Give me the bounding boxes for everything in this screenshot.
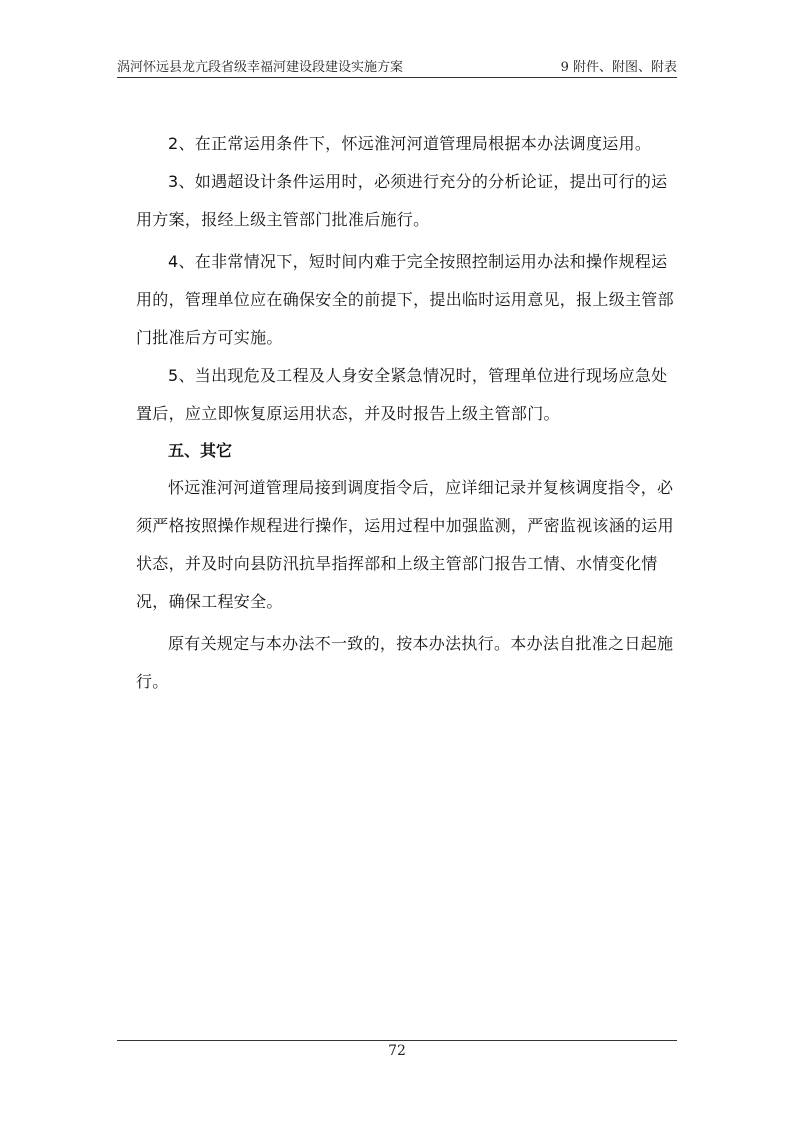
document-body — [136, 125, 676, 701]
page-header — [117, 54, 677, 76]
footer-divider — [117, 1040, 677, 1041]
paragraph-dispatch: 怀远淮河河道管理局接到调度指令后，应详细记录并复核调度指令，必须严格按照操作规程进行操作，运用过程中加强监测，严密监视该涵的运用状态，并及时向县防汛抗旱指挥部和上级主管部门报告工情、水情变化情况，确保工程安全。 — [136, 478, 674, 611]
section-heading: 五、其它 — [168, 441, 233, 460]
section-label: 9 附件、附图、附表 — [560, 60, 677, 75]
document-title: 涡河怀远县龙亢段省级幸福河建设段建设实施方案 — [117, 60, 404, 75]
paragraph-item-4: 4、在非常情况下，短时间内难于完全按照控制运用办法和操作规程运用的，管理单位应在确保安全的前提下，提出临时运用意见，报上级主管部门批准后方可实施。 — [136, 252, 674, 347]
paragraph-item-5: 5、当出现危及工程及人身安全紧急情况时，管理单位进行现场应急处置后，应立即恢复原运用状态，并及时报告上级主管部门。 — [136, 366, 668, 423]
paragraph-item-2: 2、在正常运用条件下，怀远淮河河道管理局根据本办法调度运用。 — [168, 134, 652, 153]
header-divider — [117, 77, 677, 78]
paragraph-final: 原有关规定与本办法不一致的，按本办法执行。本办法自批准之日起施行。 — [136, 634, 674, 691]
paragraph-item-3: 3、如遇超设计条件运用时，必须进行充分的分析论证，提出可行的运用方案，报经上级主管部门批准后施行。 — [136, 172, 668, 229]
page-number: 72 — [388, 1043, 406, 1059]
